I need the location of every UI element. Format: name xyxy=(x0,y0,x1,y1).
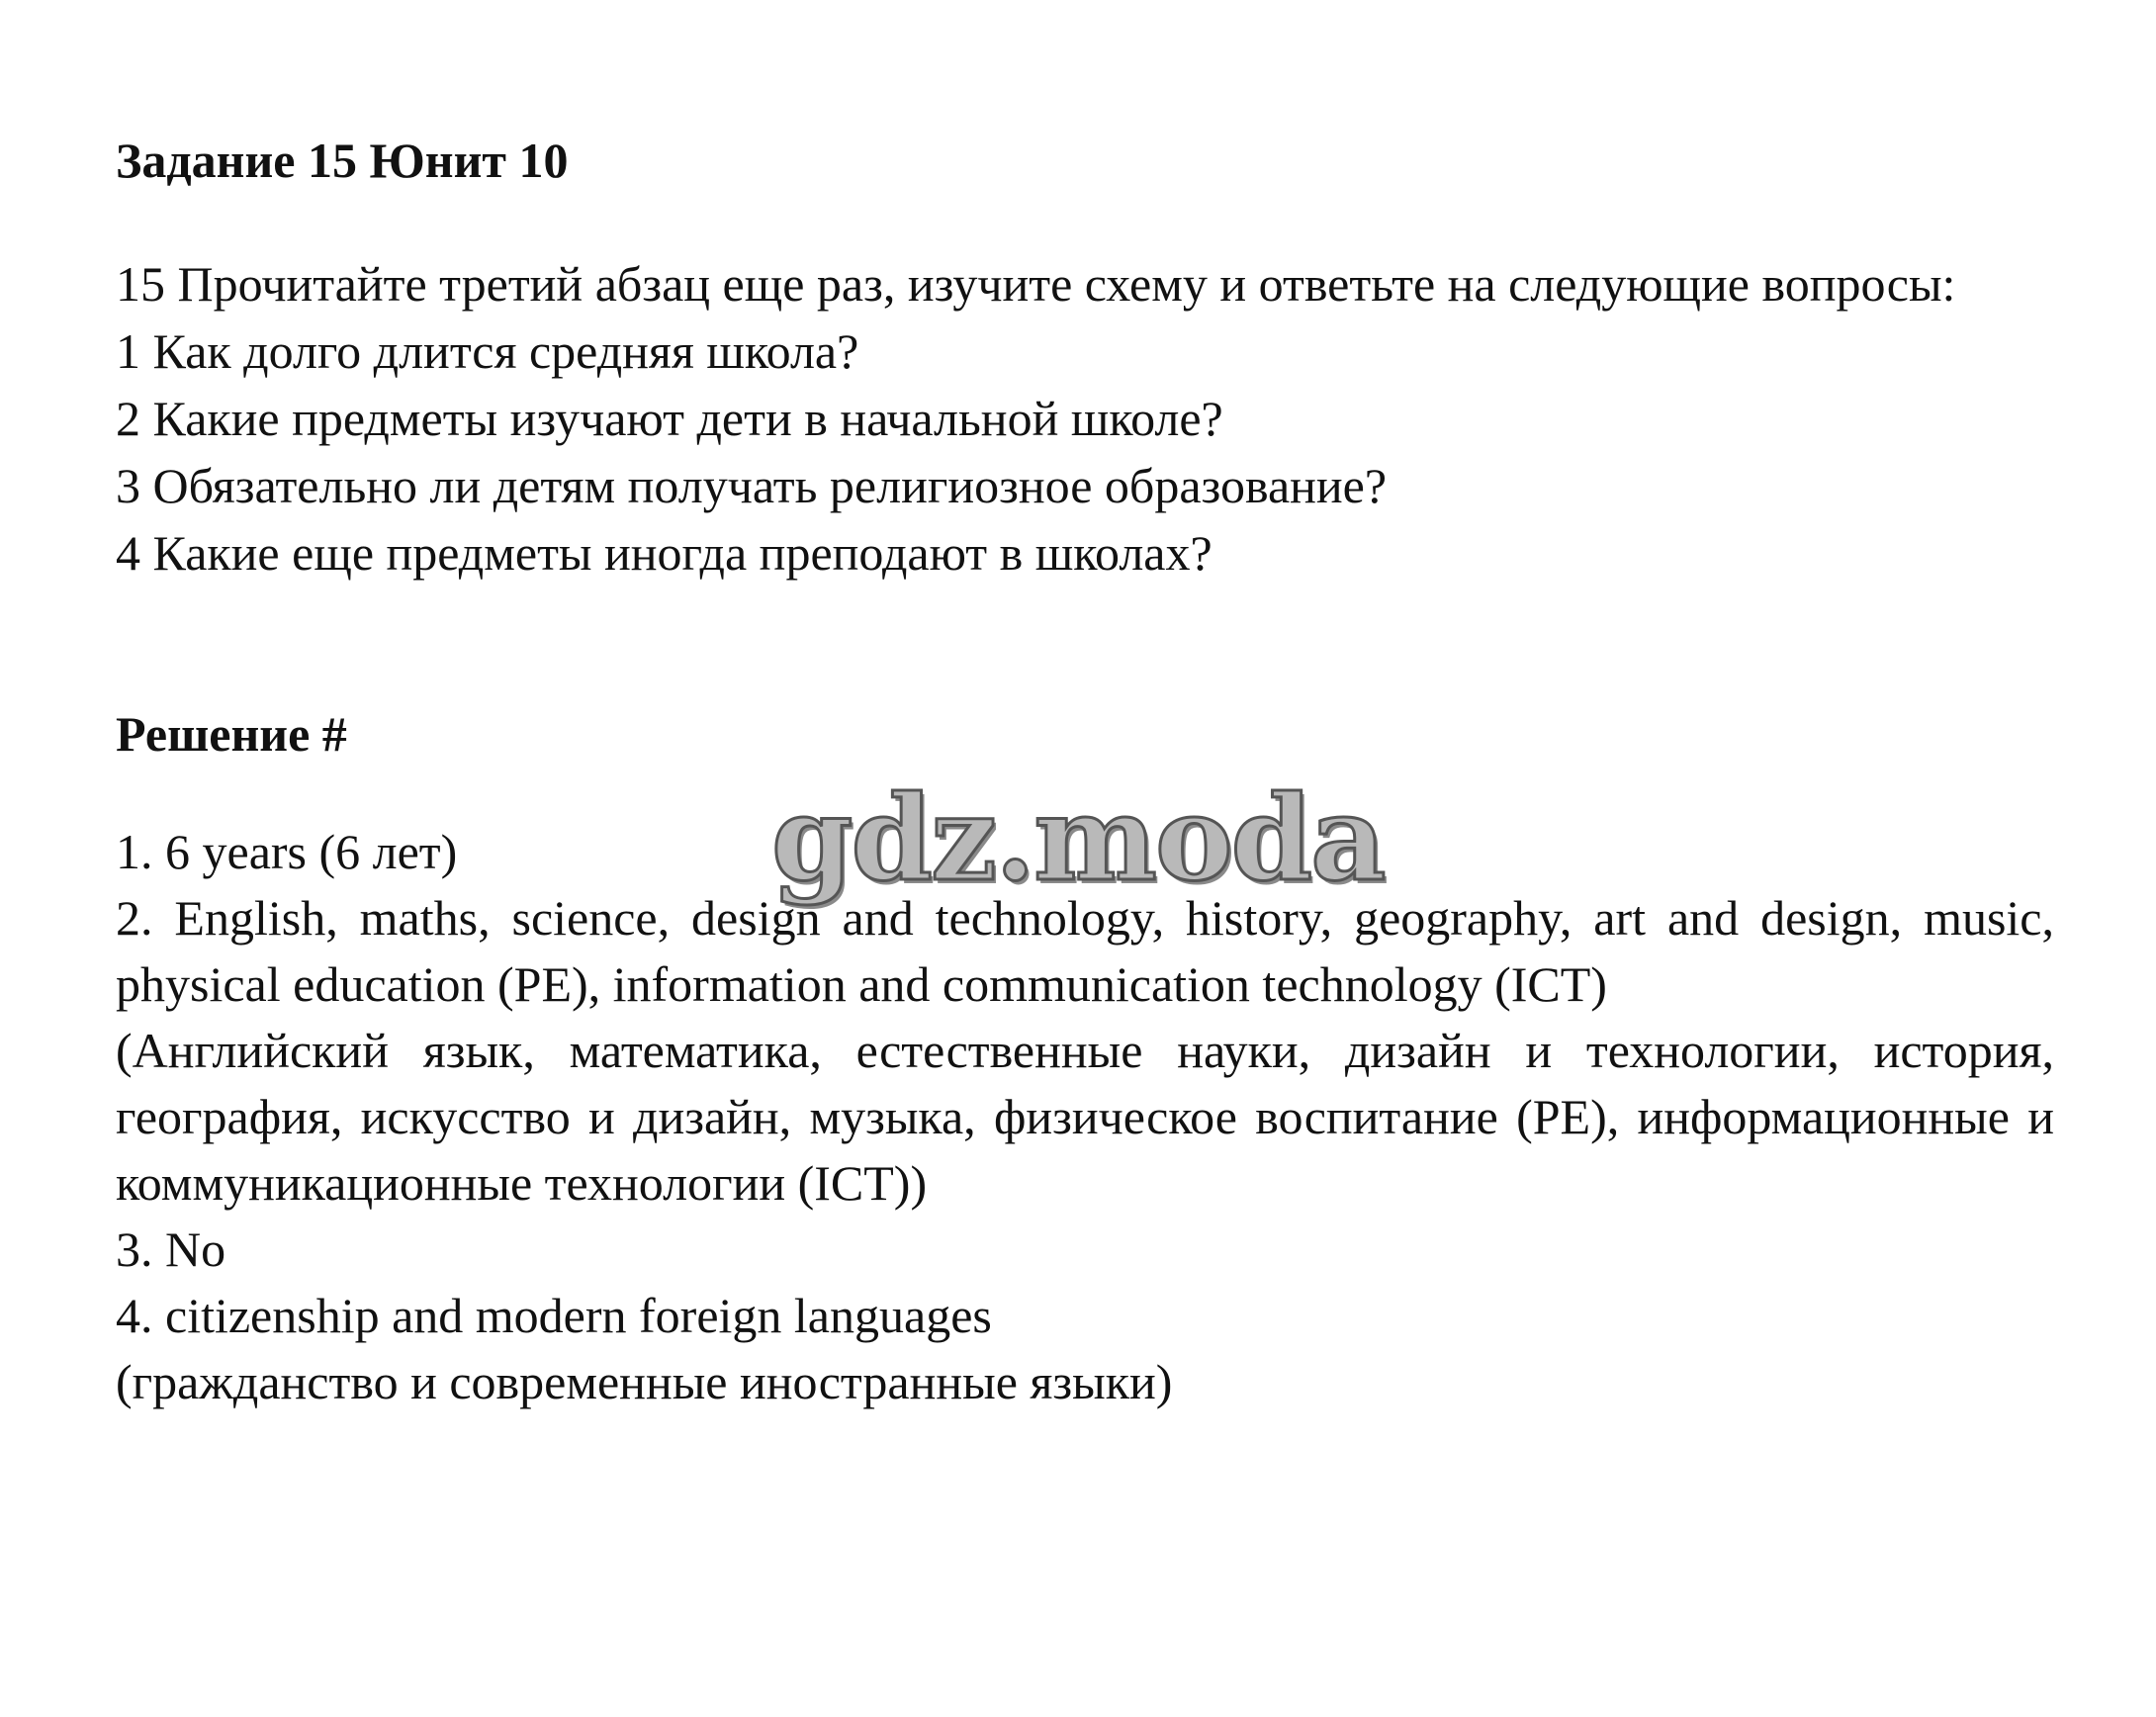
watermark-logo: gdz.moda xyxy=(771,769,1385,907)
solution-answers xyxy=(116,819,2054,1415)
answer-2-english: 2. English, maths, science, design and technology, history, geography, art and design, music, physical education (PE), information and communication technology (ICT) xyxy=(116,890,2054,1012)
question-1: 1 Как долго длится средняя школа? xyxy=(116,323,859,379)
question-3: 3 Обязательно ли детям получать религиозное образование? xyxy=(116,458,1388,513)
answer-4-english: 4. citizenship and modern foreign languages xyxy=(116,1288,992,1343)
task-intro: 15 Прочитайте третий абзац еще раз, изучите схему и ответьте на следующие вопросы: xyxy=(116,256,1956,312)
task-title: Задание 15 Юнит 10 xyxy=(116,133,569,188)
question-4: 4 Какие еще предметы иногда преподают в школах? xyxy=(116,525,1213,581)
answer-4-russian: (гражданство и современные иностранные языки) xyxy=(116,1354,1173,1409)
solution-title: Решение # xyxy=(116,706,347,762)
answer-1: 1. 6 years (6 лет) xyxy=(116,824,458,879)
task-text xyxy=(116,250,2054,587)
answer-2-russian: (Английский язык, математика, естественные науки, дизайн и технологии, история, география, искусство и дизайн, музыка, физическое воспитание (PE), информационные и коммуникационные технологии (ICT)) xyxy=(116,1023,2054,1211)
question-2: 2 Какие предметы изучают дети в начальной школе? xyxy=(116,391,1223,446)
answer-3: 3. No xyxy=(116,1221,226,1277)
